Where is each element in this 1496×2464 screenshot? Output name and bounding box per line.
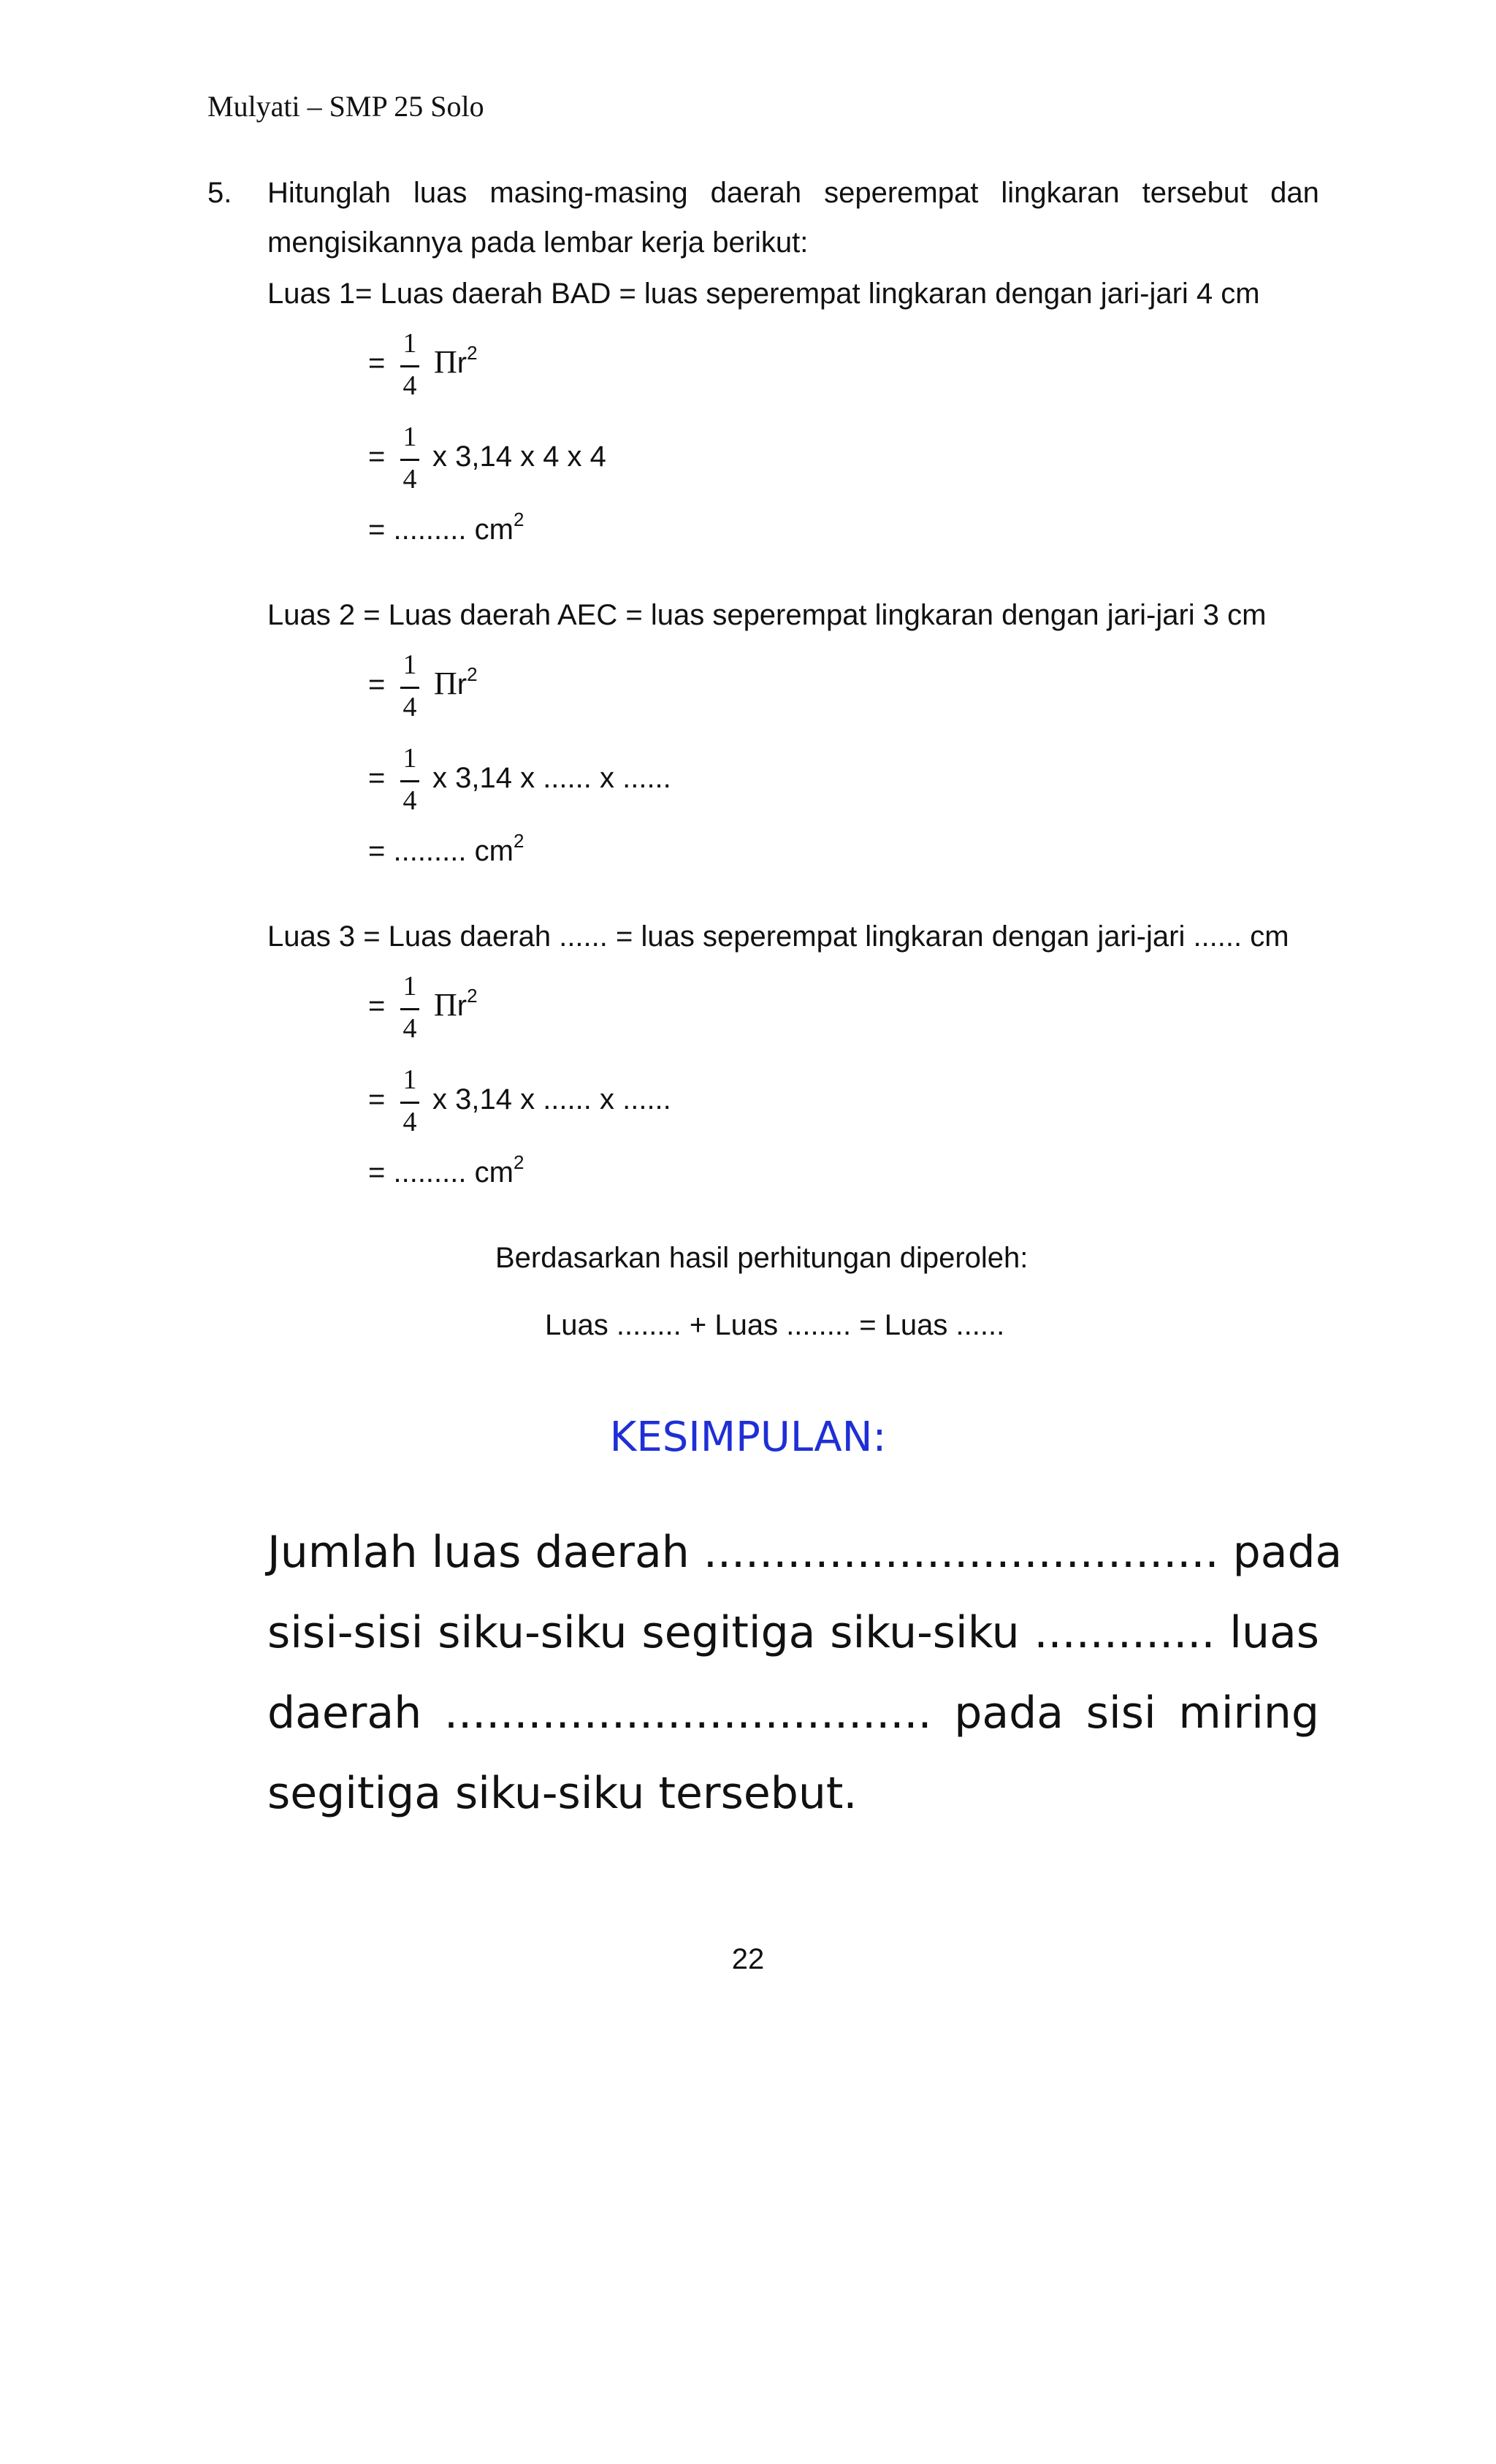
radius-symbol: r [457,990,468,1022]
fraction-bar [400,1102,419,1104]
radius-symbol: r [457,668,468,701]
word: pada [954,1687,1064,1739]
fraction-denominator: 4 [402,692,417,722]
word: lingkaran [1001,177,1120,209]
luas3-step-2: x 3,14 x ...... x ...... [432,1083,671,1115]
word: luas [413,177,468,209]
word: pada [1232,1527,1343,1578]
luas2-result [368,830,524,868]
conclusion-line-1 [267,1527,1343,1578]
fraction-denominator: 4 [402,785,417,816]
luas3-result [368,1151,524,1189]
luas1-step-2: x 3,14 x 4 x 4 [432,440,606,473]
pi-symbol: Π [434,344,457,380]
luas1-eq-2: = [368,440,386,473]
fraction-bar [400,687,419,689]
fraction-bar [400,780,419,782]
word: Jumlah [267,1527,418,1578]
result-text: = ......... cm [368,514,514,546]
kesimpulan-heading: KESIMPULAN: [609,1414,887,1461]
blank: ..................................... [703,1527,1219,1578]
pi-symbol: Π [434,665,457,701]
word: daerah [710,177,802,209]
fraction-denominator: 4 [402,370,417,401]
word: luas [431,1527,522,1578]
page-header: Mulyati – SMP 25 Solo [207,90,484,123]
fraction-denominator: 4 [402,464,417,495]
fraction-numerator: 1 [402,1064,417,1095]
question-line-1 [267,177,1319,210]
word: dan [1270,177,1319,209]
fraction-numerator: 1 [402,649,417,680]
fraction-denominator: 4 [402,1107,417,1137]
result-text: = ......... cm [368,1156,514,1189]
luas1-title: Luas 1= Luas daerah BAD = luas seperempat lingkaran dengan jari-jari 4 cm [267,278,1260,310]
word: sisi-sisi [267,1607,424,1658]
word: seperempat [824,177,979,209]
fraction-denominator: 4 [402,1013,417,1044]
conclusion-line-4: segitiga siku-siku tersebut. [267,1768,858,1819]
word: daerah [535,1527,690,1578]
fraction-bar [400,365,419,367]
question-line-2: mengisikannya pada lembar kerja berikut: [267,226,809,259]
luas2-eq-2: = [368,762,386,794]
word: miring [1178,1687,1319,1739]
luas1-result [368,508,524,546]
blank: ................................... [444,1687,932,1739]
result-text: = ......... cm [368,835,514,867]
word: daerah [267,1687,422,1739]
word: masing-masing [489,177,688,209]
luas1-eq-1: = [368,347,386,379]
conclusion-line-3 [267,1687,1319,1739]
word: tersebut [1142,177,1248,209]
fraction-numerator: 1 [402,743,417,774]
luas3-eq-2: = [368,1083,386,1115]
summary-line-1: Berdasarkan hasil perhitungan diperoleh: [495,1242,1028,1274]
exponent: 2 [467,342,478,364]
luas3-eq-1: = [368,990,386,1022]
luas2-eq-1: = [368,668,386,701]
luas3-title: Luas 3 = Luas daerah ...... = luas seperempat lingkaran dengan jari-jari ...... cm [267,920,1289,953]
luas3-formula [434,986,478,1023]
luas2-formula [434,665,478,702]
exponent: 2 [513,508,524,530]
exponent: 2 [467,663,478,685]
radius-symbol: r [457,347,468,379]
fraction-bar [400,1008,419,1010]
word: luas [1229,1607,1320,1658]
word: siku-siku [830,1607,1020,1658]
fraction-numerator: 1 [402,422,417,452]
fraction-numerator: 1 [402,971,417,1002]
luas2-step-2: x 3,14 x ...... x ...... [432,762,671,794]
word: segitiga [641,1607,816,1658]
word: sisi [1085,1687,1156,1739]
page-number: 22 [731,1943,765,1975]
word: siku-siku [438,1607,627,1658]
exponent: 2 [513,830,524,852]
conclusion-line-2 [267,1607,1319,1658]
exponent: 2 [513,1151,524,1173]
fraction-numerator: 1 [402,328,417,359]
fraction-bar [400,459,419,461]
summary-line-2: Luas ........ + Luas ........ = Luas ...... [545,1309,1005,1341]
question-number: 5. [207,177,232,209]
blank: ............. [1034,1607,1216,1658]
exponent: 2 [467,985,478,1007]
pi-symbol: Π [434,987,457,1023]
word: Hitunglah [267,177,392,209]
luas2-title: Luas 2 = Luas daerah AEC = luas seperempat lingkaran dengan jari-jari 3 cm [267,599,1267,631]
luas1-formula [434,343,478,381]
